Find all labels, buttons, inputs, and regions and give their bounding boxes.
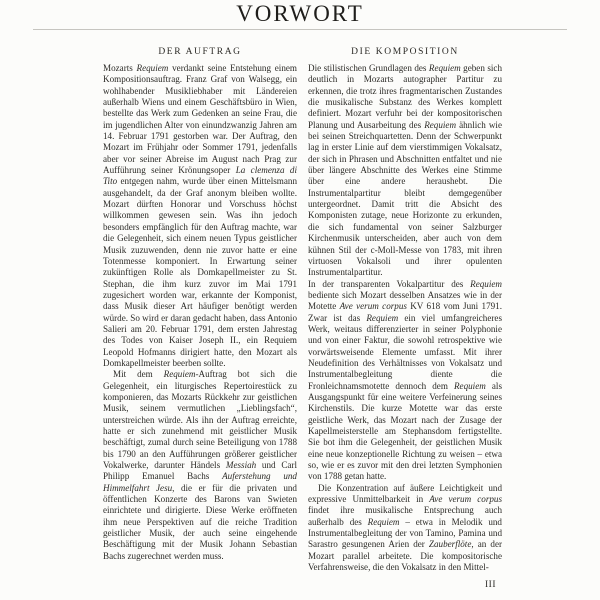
page-title: VORWORT xyxy=(236,1,364,26)
left-text-column xyxy=(103,63,297,562)
right-text-column xyxy=(308,63,502,573)
paragraph: In der transparenten Vokalpartitur des Requiem bediente sich Mozart desselben Ansatzes wie in der Motette Ave verum corpus KV 618 vom Juni 1791. Zwar ist das Requiem ein viel umfangreicheres Werk, weitaus differenzierter in seiner Polyphonie und von einer Faktur, die sowohl retrospektive wie vorwärtsweisende Elemente umfasst. Mit ihrer Neudefinition des Verhältnisses von Vokalsatz und Instrumentalbegleitung diente die Fronleichnamsmotette dennoch dem Requiem als Ausgangspunkt für eine weitere Verfeinerung seines Kirchenstils. Die kurze Motette war das erste geistliche Werk, das Mozart nach der Zusage der Kapellmeisterstelle am Stephansdom fertigstellte. Sie bot ihm die Gelegenheit, der geistlichen Musik eine neue konzeptionelle Richtung zu weisen – etwa so, wie er es zuvor mit den drei letzten Symphonien von 1788 getan hatte. xyxy=(308,278,502,482)
right-column-heading: DIE KOMPOSITION xyxy=(351,47,459,57)
paragraph: Mozarts Requiem verdankt seine Entstehung einem Kompositionsauftrag. Franz Graf von Walsegg, ein wohlhabender Musikliebhaber mit Ländereien außerhalb Wiens und einem Geschäftsbüro in Wien, bestellte das Werk zum Gedenken an seine Frau, die im jugendlichen Alter von einundzwanzig Jahren am 14. Februar 1791 gestorben war. Der Auftrag, den Mozart im Frühjahr oder Sommer 1791, jedenfalls aber vor seiner Abreise im August nach Prag zur Aufführung seiner Krönungsoper La clemenza di Tito entgegen nahm, wurde über einen Mittelsmann ausgehandelt, da der Graf anonym bleiben wollte. Mozart dürften Honorar und Vorschuss höchst willkommen gewesen sein. Was ihn jedoch besonders empfänglich für den Auftrag machte, war die Gelegenheit, sich einem neuen Typus geistlicher Musik zuzuwenden, denn nie zuvor hatte er eine Totenmesse komponiert. In Erwartung seiner zukünftigen Rolle als Domkapellmeister zu St. Stephan, die ihm kurz zuvor im Mai 1791 zugesichert worden war, erkannte der Komponist, dass Musik dieser Art häufiger benötigt werden würde. So wird er daran gedacht haben, dass Antonio Salieri am 20. Februar 1791, dem ersten Jahrestag des Todes von Kaiser Joseph II., ein Requiem Leopold Hofmanns dirigiert hatte, den Mozart als Domkapellmeister beerben sollte. xyxy=(103,63,297,368)
paragraph: Mit dem Requiem-Auftrag bot sich die Gelegenheit, ein liturgisches Repertoirestück zu komponieren, das Mozarts Rückkehr zur geistlichen Musik, seinem vermutlichen „Lieblingsfach“, unterstreichen würde. Als ihn der Auftrag erreichte, hatte er sich zunehmend mit geistlicher Musik beschäftigt, zumal durch seine Beteiligung von 1788 bis 1790 an den Aufführungen größerer geistlicher Vokalwerke, darunter Händels Messiah und Carl Philipp Emanuel Bachs Auferstehung und Himmelfahrt Jesu, die er für die privaten und öffentlichen Konzerte des Barons van Swieten einrichtete und dirigierte. Diese Werke eröffneten ihm neue Perspektiven auf die reiche Tradition geistlicher Musik, der auch seine eingehende Beschäftigung mit der Musik Johann Sebastian Bachs zugerechnet werden muss. xyxy=(103,369,297,561)
page-number: III xyxy=(485,580,496,590)
paragraph: Die Konzentration auf äußere Leichtigkeit und expressive Unmittelbarkeit in Ave verum corpus findet ihre musikalische Entsprechung auch außerhalb des Requiem – etwa in Melodik und Instrumentalbegleitung der von Tamino, Pamina und Sarastro gesungenen Arien der Zauberflöte, an der Mozart parallel arbeitete. Die kompositorische Verfahrensweise, die den Vokalsatz in den Mittel- xyxy=(308,482,503,573)
paragraph: Die stilistischen Grundlagen des Requiem geben sich deutlich in Mozarts autographer Partitur zu erkennen, die trotz ihres fragmentarischen Zustandes die musikalische Substanz des Werkes komplett definiert. Mozart verfuhr bei der kompositorischen Planung und Ausarbeitung des Requiem ähnlich wie bei seinen Streichquartetten. Denn der Schwerpunkt lag in erster Linie auf dem vierstimmigen Vokalsatz, der sich in Phrasen und Abschnitten entfaltet und nie über längere Abschnitte des Werkes eine Stimme über eine andere heraushebt. Die Instrumentalpartitur bleibt demgegenüber untergeordnet. Damit tritt die Absicht des Komponisten zutage, neue Horizonte zu erkunden, die sich fundamental von seiner Salzburger Kirchenmusik unterscheiden, aber auch von dem kühnen Stil der c-Moll-Messe von 1783, mit ihren virtuosen Vokalsoli und ihrer opulenten Instrumentalpartitur. xyxy=(308,63,502,278)
title-divider-rule xyxy=(33,29,567,30)
left-column-heading: DER AUFTRAG xyxy=(158,47,242,57)
